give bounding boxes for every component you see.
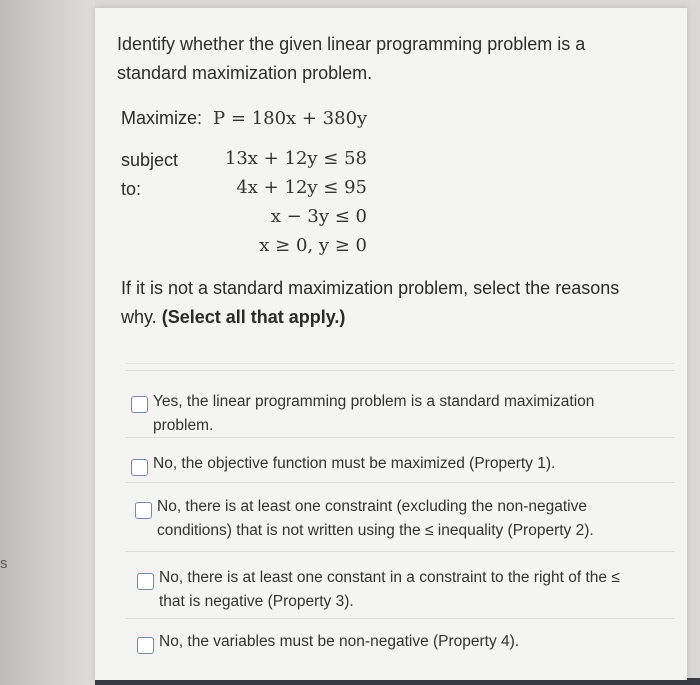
constraint-2: 4x + 12y ≤ 95 xyxy=(236,177,367,198)
choice-label: No, the variables must be non-negative (Property 4). xyxy=(159,633,520,650)
choice-label: No, there is at least one constant in a constraint to the right of the ≤ that is negative (Property 3). xyxy=(159,569,620,610)
instruction-text: If it is not a standard maximization problem, select the reasons why. xyxy=(121,278,620,327)
question-prompt: Identify whether the given linear programming problem is a standard maximization problem. xyxy=(117,34,586,83)
edge-character: s xyxy=(0,555,8,572)
choice-option-3[interactable] xyxy=(125,482,675,551)
subject-to-label: subject to: xyxy=(121,150,179,199)
choice-label: Yes, the linear programming problem is a standard maximization problem. xyxy=(153,393,595,434)
non-negativity-constraint: x ≥ 0, y ≥ 0 xyxy=(259,235,367,256)
instruction-emphasis: (Select all that apply.) xyxy=(161,307,346,327)
checkbox[interactable] xyxy=(135,502,152,519)
background-left-strip xyxy=(0,0,95,685)
checkbox[interactable] xyxy=(131,396,148,413)
choice-label: No, there is at least one constraint (excluding the non-negative conditions) that is not written using the ≤ inequality (Property 2). xyxy=(157,498,594,539)
objective-label: Maximize: xyxy=(121,108,203,128)
objective-function xyxy=(121,108,367,129)
choice-option-4[interactable] xyxy=(125,551,675,618)
choice-option-2[interactable] xyxy=(125,437,675,482)
objective-expression: P = 180x + 380y xyxy=(213,108,368,129)
divider xyxy=(125,363,675,364)
checkbox[interactable] xyxy=(131,459,148,476)
constraint-3: x − 3y ≤ 0 xyxy=(270,206,367,227)
choice-list xyxy=(125,370,675,663)
choice-option-5[interactable] xyxy=(125,618,675,663)
instruction xyxy=(121,274,641,332)
checkbox[interactable] xyxy=(137,637,154,654)
choice-option-1[interactable] xyxy=(125,370,675,437)
mouse-cursor-icon xyxy=(696,402,700,417)
constraint-1: 13x + 12y ≤ 58 xyxy=(224,148,367,169)
choice-label: No, the objective function must be maximized (Property 1). xyxy=(153,455,556,472)
constraint-list xyxy=(207,144,367,260)
checkbox[interactable] xyxy=(137,573,154,590)
question-panel xyxy=(95,8,687,680)
